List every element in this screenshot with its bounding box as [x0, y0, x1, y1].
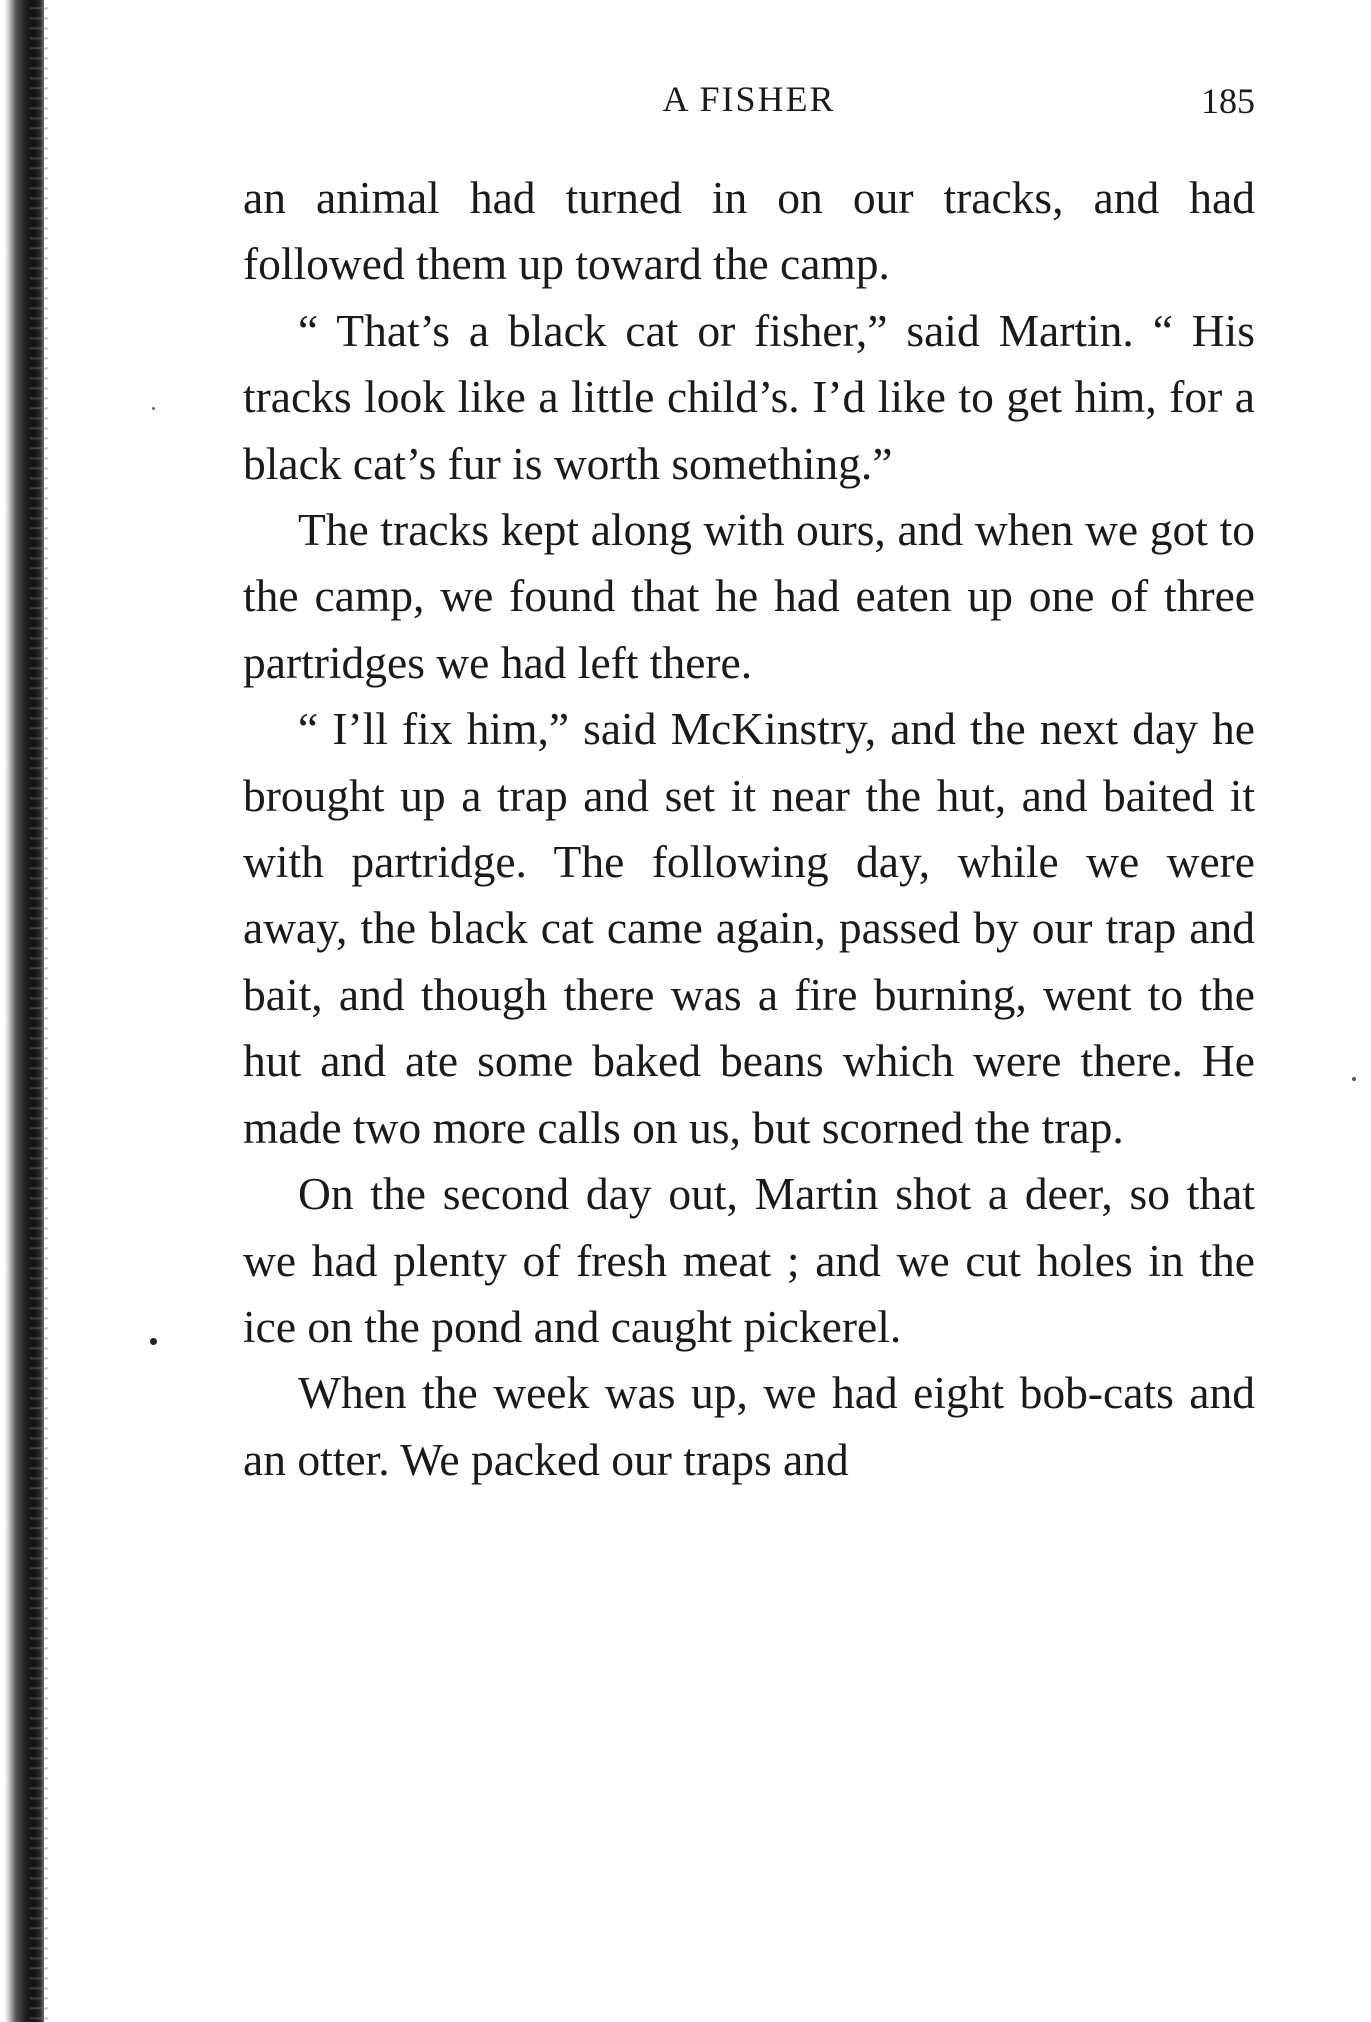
paragraph: an animal had turned in on our tracks, and had followed them up toward the camp. [243, 172, 1255, 290]
paragraph: The tracks kept along with ours, and when we got to the camp, we found that he had eaten up one of three partridges we had left there. [243, 504, 1255, 688]
ink-speck [152, 407, 155, 410]
body-text [243, 165, 1255, 1493]
paragraph: “ I’ll fix him,” said McKinstry, and the next day he brought up a trap and set it near the hut, and baited it with partridge. The following day, while we were away, the black cat came again, passed by our trap and bait, and though there was a fire burning, went to the hut and ate some baked beans which were there. He made two more calls on us, but scorned the trap. [243, 703, 1255, 1153]
paragraph: When the week was up, we had eight bob-cats and an otter. We packed our traps and [243, 1367, 1255, 1485]
page-header [243, 78, 1255, 128]
paragraph: On the second day out, Martin shot a deer, so that we had plenty of fresh meat ; and we cut holes in the ice on the pond and caught pickerel. [243, 1168, 1255, 1352]
paragraph: “ That’s a black cat or fisher,” said Martin. “ His tracks look like a little child’s. I’d like to get him, for a black cat’s fur is worth something.” [243, 304, 1255, 489]
ink-speck [150, 1338, 157, 1345]
running-title: A FISHER [662, 79, 836, 119]
ink-speck [1352, 1077, 1356, 1081]
binding-texture [30, 0, 48, 2022]
page-number: 185 [1201, 81, 1255, 121]
